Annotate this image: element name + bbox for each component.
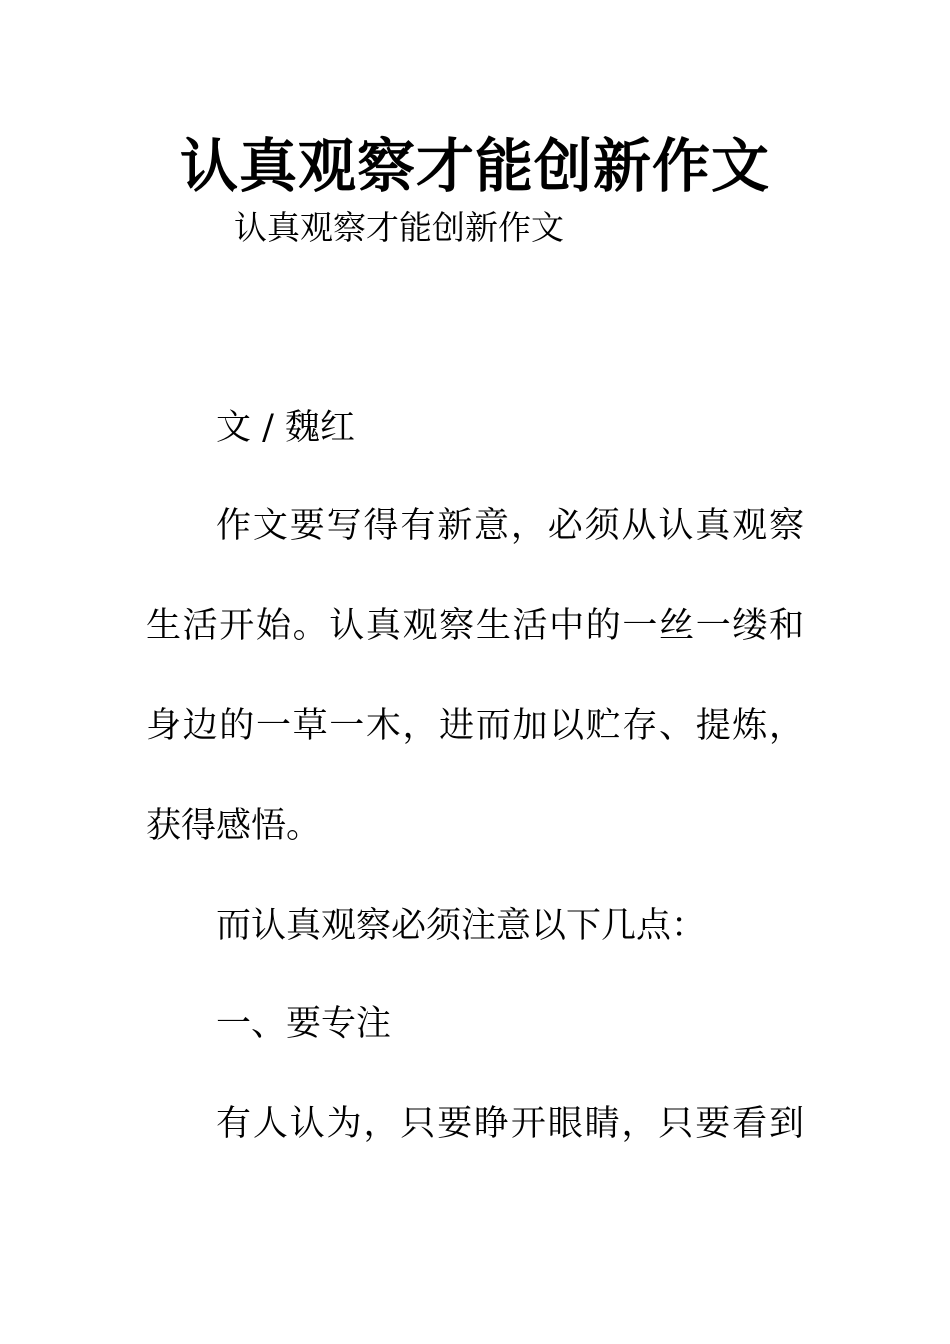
document-subtitle: 认真观察才能创新作文 (234, 208, 564, 247)
paragraph-1-line-1: 作文要写得有新意，必须从认真观察 (216, 506, 804, 546)
paragraph-1-line-3: 身边的一草一木，进而加以贮存、提炼， (146, 706, 804, 746)
paragraph-2: 而认真观察必须注意以下几点： (216, 906, 707, 946)
paragraph-3-line-1: 有人认为，只要睁开眼睛，只要看到 (216, 1104, 804, 1144)
document-title: 认真观察才能创新作文 (179, 132, 770, 200)
author-line: 文 / 魏红 (216, 408, 356, 448)
paragraph-1-line-2: 生活开始。认真观察生活中的一丝一缕和 (146, 606, 804, 646)
paragraph-1-line-4: 获得感悟。 (146, 806, 322, 846)
section-heading-1: 一、要专注 (216, 1004, 392, 1044)
